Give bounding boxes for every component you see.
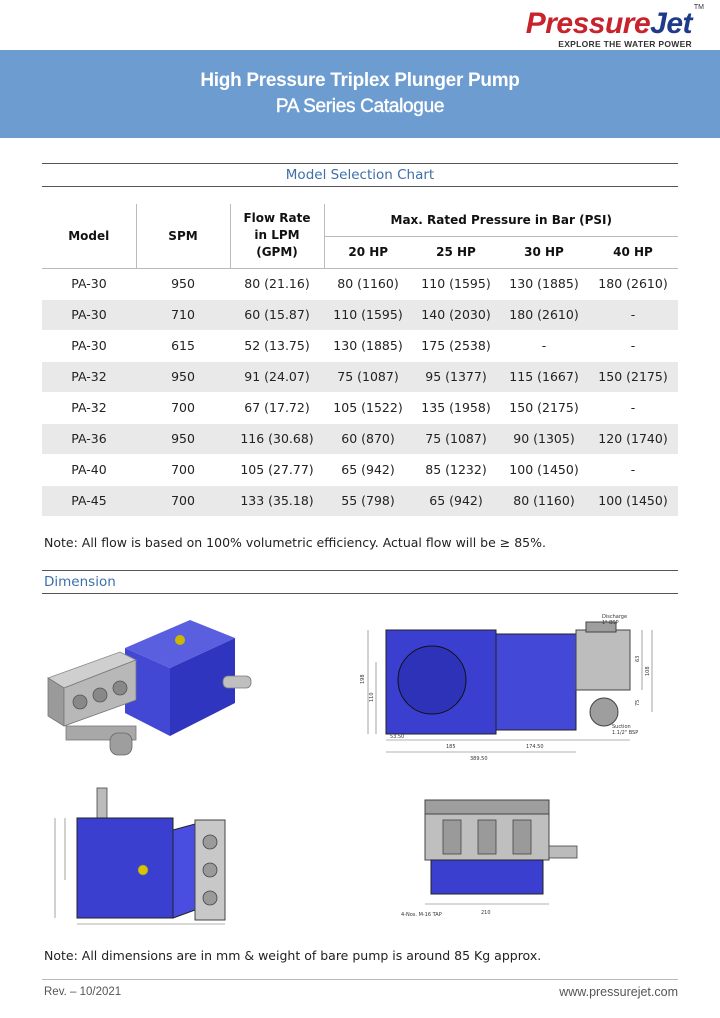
dimension-note: Note: All dimensions are in mm & weight of bare pump is around 85 Kg approx.	[44, 948, 542, 963]
model-selection-table	[42, 204, 678, 517]
valve-icon	[203, 891, 217, 905]
bearing-cover-icon	[398, 646, 466, 714]
crank-housing	[496, 634, 576, 730]
svg-text:Suction: Suction	[612, 724, 631, 730]
pump-3d-render	[40, 608, 280, 768]
table-row: PA-30 710 60 (15.87) 110 (1595) 140 (2030) 180 (2610) -	[42, 299, 678, 330]
manifold-side-view	[576, 630, 630, 690]
title-banner	[0, 50, 720, 138]
svg-text:210: 210	[481, 910, 491, 916]
plunger-icon	[443, 820, 461, 854]
section-heading-dimension: Dimension	[42, 570, 678, 594]
shaft-icon	[223, 676, 251, 688]
table-row: PA-32 700 67 (17.72) 105 (1522) 135 (1958) 150 (2175) -	[42, 392, 678, 423]
header-flow-rate: Flow Rate in LPM (GPM)	[230, 204, 324, 268]
svg-text:198: 198	[360, 674, 366, 684]
svg-text:389.50: 389.50	[470, 756, 488, 762]
table-row: PA-36 950 116 (30.68) 60 (870) 75 (1087) 90 (1305) 120 (1740)	[42, 423, 678, 454]
logo-trademark: TM	[693, 4, 704, 11]
manifold-top-strip	[425, 800, 549, 814]
table-row: PA-45 700 133 (35.18) 55 (798) 65 (942) 80 (1160) 100 (1450)	[42, 485, 678, 516]
svg-text:110: 110	[369, 692, 375, 702]
document-subtitle: PA Series Catalogue	[275, 96, 445, 117]
brand-logo	[512, 4, 704, 49]
table-row: PA-30 615 52 (13.75) 130 (1885) 175 (2538) - -	[42, 330, 678, 361]
pump-top-drawing	[45, 780, 295, 930]
plunger-icon	[478, 820, 496, 854]
svg-text:75: 75	[635, 699, 641, 706]
oil-cap-icon	[175, 635, 185, 645]
svg-text:53.50: 53.50	[390, 734, 405, 740]
pump-side-drawing	[350, 612, 670, 762]
oil-cap-icon	[138, 865, 148, 875]
valve-icon	[73, 695, 87, 709]
plunger-icon	[513, 820, 531, 854]
header-spm: SPM	[136, 204, 230, 268]
logo-wordmark: PressureJet	[525, 7, 692, 40]
valve-icon	[93, 688, 107, 702]
svg-text:63: 63	[635, 655, 641, 662]
valve-icon	[203, 835, 217, 849]
svg-text:4-Nos. M-16 TAP: 4-Nos. M-16 TAP	[401, 912, 442, 918]
footer-divider	[42, 979, 678, 980]
section-heading-model-selection: Model Selection Chart	[42, 163, 678, 187]
pump-front-drawing	[395, 790, 595, 920]
header-max-pressure: Max. Rated Pressure in Bar (PSI)	[324, 204, 678, 236]
website-link[interactable]: www.pressurejet.com	[559, 985, 678, 999]
valve-icon	[113, 681, 127, 695]
header-hp-20: 20 HP	[324, 236, 412, 268]
flow-note: Note: All flow is based on 100% volumetric efficiency. Actual flow will be ≥ 85%.	[44, 535, 546, 550]
table-row: PA-32 950 91 (24.07) 75 (1087) 95 (1377) 115 (1667) 150 (2175)	[42, 361, 678, 392]
document-title: High Pressure Triplex Plunger Pump	[200, 70, 520, 91]
valve-icon	[203, 863, 217, 877]
svg-text:1.1/2" BSP: 1.1/2" BSP	[612, 730, 639, 736]
crank-housing-top	[173, 824, 195, 918]
shaft-icon	[549, 846, 577, 858]
table-row: PA-40 700 105 (27.77) 65 (942) 85 (1232) 100 (1450) -	[42, 454, 678, 485]
header-hp-40: 40 HP	[588, 236, 678, 268]
suction-port-icon	[110, 733, 132, 755]
revision-label: Rev. – 10/2021	[44, 986, 122, 998]
header-model: Model	[42, 204, 136, 268]
header-hp-25: 25 HP	[412, 236, 500, 268]
suction-port-icon	[590, 698, 618, 726]
logo-tagline: EXPLORE THE WATER POWER	[558, 39, 692, 49]
header-hp-30: 30 HP	[500, 236, 588, 268]
pump-body-top-view	[77, 818, 173, 918]
svg-text:Discharge: Discharge	[602, 614, 628, 620]
svg-text:174.50: 174.50	[526, 744, 544, 750]
table-row: PA-30 950 80 (21.16) 80 (1160) 110 (1595) 130 (1885) 180 (2610)	[42, 268, 678, 299]
pump-body-front-view	[431, 860, 543, 894]
svg-text:185: 185	[446, 744, 456, 750]
svg-text:108: 108	[645, 666, 651, 676]
shaft-icon	[97, 788, 107, 818]
svg-text:1" BSP: 1" BSP	[602, 620, 619, 626]
